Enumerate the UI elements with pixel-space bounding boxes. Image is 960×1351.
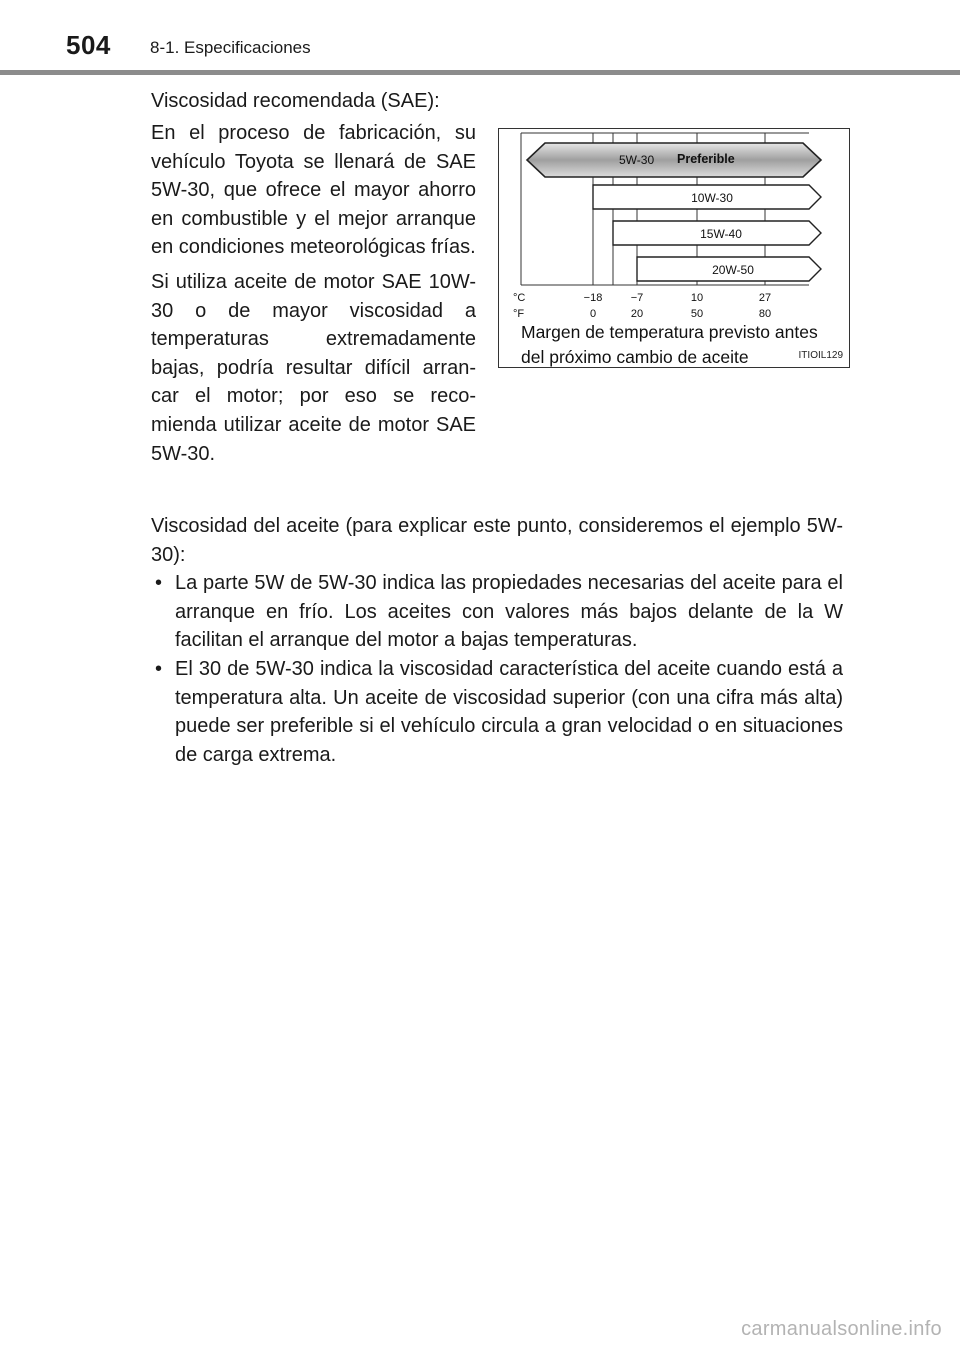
bullet-list [151, 569, 843, 769]
tick-f-20: 20 [630, 308, 644, 320]
tick-c-minus7: −7 [630, 292, 644, 304]
tick-f-80: 80 [758, 308, 772, 320]
caption-line-2: del próximo cambio de aceite [521, 347, 749, 367]
label-5w30: 5W-30 [619, 153, 655, 167]
tick-c-10: 10 [690, 292, 704, 304]
bullet-marker: • [155, 657, 163, 680]
paragraph-cold-start: Si utiliza aceite de motor SAE 10W-30 o de mayor viscosidad a temperaturas extremadamente bajas, podría resultar difícil arran-car el motor; por eso se reco-mienda utilizar aceite de motor SAE 5W-30. [151, 270, 476, 465]
label-preferible: Preferible [677, 152, 735, 166]
label-20w50: 20W-50 [712, 263, 754, 277]
bullet-text: El 30 de 5W-30 indica la viscosidad característica del aceite cuando está a temperatura alta. Un aceite de viscosidad superior (con una cifra más alta) puede ser preferible si el vehículo circula a gran velocidad o en situaciones de carga extrema. [175, 657, 843, 766]
section-title: 8-1. Especificaciones [150, 38, 311, 57]
tick-f-0: 0 [589, 308, 597, 320]
paragraph-factory-fill: En el proceso de fabricación, su vehículo Toyota se llenará de SAE 5W-30, que ofrece el mayor ahorro en combustible y el mejor arranque en condiciones meteorológicas frías. [151, 122, 476, 259]
header-rule [0, 70, 960, 75]
heading-viscosity: Viscosidad recomendada (SAE): [151, 90, 440, 112]
unit-fahrenheit: °F [513, 308, 525, 320]
bullet-text: La parte 5W de 5W-30 indica las propiedades necesarias del aceite para el arranque en frío. Los aceites con valores más bajos delante de la W facilitan el arranque del motor a bajas temperaturas. [175, 572, 843, 652]
bullet-item [151, 569, 843, 655]
tick-f-50: 50 [690, 308, 704, 320]
caption-line-1: Margen de temperatura previsto antes [521, 322, 818, 342]
tick-c-27: 27 [758, 292, 772, 304]
bar-5w30 [527, 143, 821, 177]
bullet-marker: • [155, 572, 163, 595]
figure-code: ITIOIL129 [798, 350, 843, 361]
unit-celsius: °C [513, 292, 526, 304]
label-10w30: 10W-30 [691, 191, 733, 205]
tick-c-minus18: −18 [583, 292, 603, 304]
footer-watermark: carmanualsonline.info [741, 1318, 942, 1340]
page-number: 504 [66, 30, 111, 60]
viscosity-chart [498, 128, 850, 368]
bullet-item [151, 655, 843, 769]
full-width-column [151, 512, 843, 769]
figure-caption [521, 320, 818, 370]
left-column [151, 119, 476, 474]
paragraph-viscosity-example: Viscosidad del aceite (para explicar este punto, consideremos el ejemplo 5W-30): [151, 515, 843, 566]
label-15w40: 15W-40 [700, 227, 742, 241]
